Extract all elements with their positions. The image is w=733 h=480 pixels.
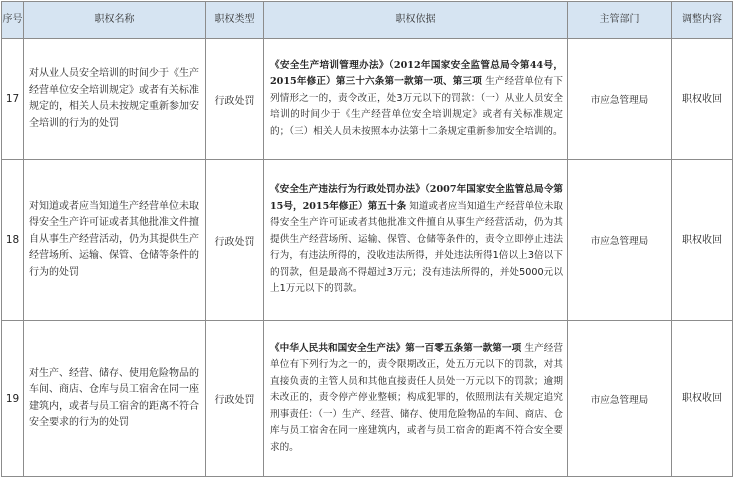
header-name: 职权名称 [24,2,206,39]
row-power-type: 行政处罚 [206,321,264,477]
row-adjustment: 职权收回 [672,39,733,160]
header-dept: 主管部门 [568,2,672,39]
row-legal-basis [264,39,568,160]
header-row [2,2,733,39]
row-seq: 18 [2,160,24,321]
row-legal-basis [264,160,568,321]
basis-clause: 生产经营单位有下列情形之一的，责令改正，处3万元以下的罚款：（一）从业人员安全培训的时间少于《生产经营单位安全培训规定》或者有关标准规定的；（三）相关人员未按照本办法第十二条规定重新参加安全培训的。 [270,76,563,137]
basis-clause: 生产经营单位有下列行为之一的，责令限期改正，处五万元以下的罚款，对其直接负责的主管人员和其他直接责任人员处一万元以下的罚款；逾期未改正的，责令停产停业整顿；构成犯罪的，依照刑法有关规定追究刑事责任：（一）生产、经营、储存、使用危险物品的车间、商店、仓库与员工宿舍在同一座建筑内，或者与员工宿舍的距离不符合安全要求的。 [270,342,563,453]
row-power-name: 对生产、经营、储存、使用危险物品的车间、商店、仓库与员工宿舍在同一座建筑内，或者与员工宿舍的距离不符合安全要求的行为的处罚 [24,321,206,477]
row-seq: 17 [2,39,24,160]
header-seq: 序号 [2,2,24,39]
header-basis: 职权依据 [264,2,568,39]
row-power-name: 对知道或者应当知道生产经营单位未取得安全生产许可证或者其他批准文件擅自从事生产经营活动，仍为其提供生产经营场所、运输、保管、仓储等条件的行为的处罚 [24,160,206,321]
row-power-type: 行政处罚 [206,39,264,160]
table-row [2,321,733,477]
row-department: 市应急管理局 [568,321,672,477]
header-type: 职权类型 [206,2,264,39]
basis-citation: 《安全生产违法行为行政处罚办法》（2007年国家安全监管总局令第15号，2015年修正）第五十条 [270,184,563,212]
row-power-name: 对从业人员安全培训的时间少于《生产经营单位安全培训规定》或者有关标准规定的，相关人员未按规定重新参加安全培训的行为的处罚 [24,39,206,160]
row-adjustment: 职权收回 [672,160,733,321]
basis-citation: 《中华人民共和国安全生产法》第一百零五条第一款第一项 [270,342,522,354]
header-adjust: 调整内容 [672,2,733,39]
row-seq: 19 [2,321,24,477]
row-legal-basis [264,321,568,477]
power-adjustment-table [1,1,733,477]
table-row [2,39,733,160]
row-department: 市应急管理局 [568,39,672,160]
basis-citation: 《安全生产培训管理办法》（2012年国家安全监管总局令第44号，2015年修正）第三十六条第一款第一项、第三项 [270,59,563,88]
basis-clause: 知道或者应当知道生产经营单位未取得安全生产许可证或者其他批准文件擅自从事生产经营活动，仍为其提供生产经营场所、运输、保管、仓储等条件的，责令立即停止违法行为，有违法所得的，没收违法所得，并处违法所得1倍以上3倍以下的罚款，但是最高不得超过3万元；没有违法所得的，并处5000元以上1万元以下的罚款。 [270,200,563,295]
row-adjustment: 职权收回 [672,321,733,477]
table-row [2,160,733,321]
row-department: 市应急管理局 [568,160,672,321]
row-power-type: 行政处罚 [206,160,264,321]
